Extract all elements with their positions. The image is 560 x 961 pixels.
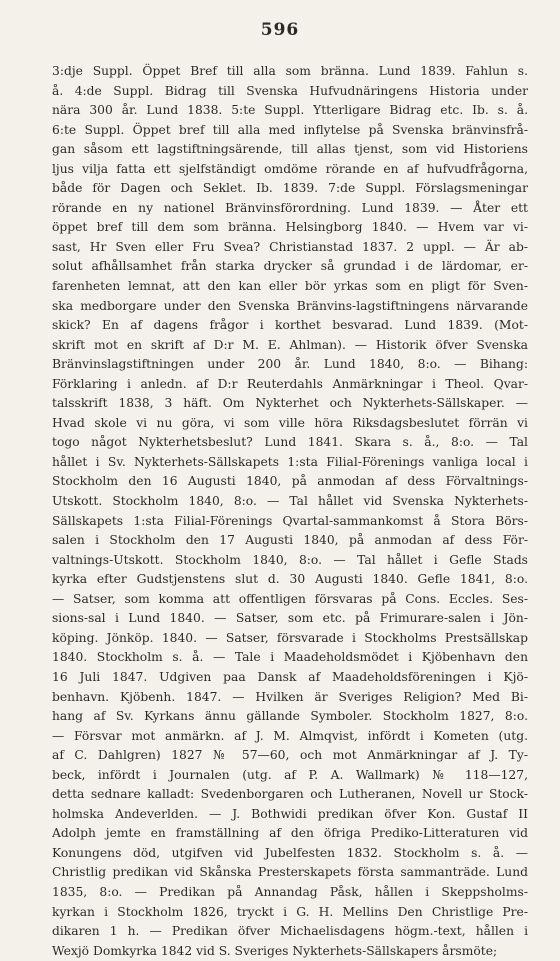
- text-line: skick? En af dagens frågor i korthet besvarad. Lund 1839. (Mot-: [52, 318, 528, 333]
- text-line: sast, Hr Sven eller Fru Svea? Christianstad 1837. 2 uppl. — Är ab-: [52, 239, 528, 254]
- text-line: sions-sal i Lund 1840. — Satser, som etc. på Frimurare-salen i Jön-: [52, 611, 528, 626]
- text-line: köping. Jönköp. 1840. — Satser, försvarade i Stockholms Prestsällskap: [52, 630, 528, 645]
- text-line: Christlig predikan vid Skånska Presterskapets första sammanträde. Lund: [52, 865, 528, 880]
- body-text: [52, 62, 528, 961]
- text-line: ljus vilja fatta ett sjelfständigt omdöme rörande en af hufvudfrågorna,: [52, 161, 528, 176]
- text-line: benhavn. Kjöbenh. 1847. — Hvilken är Sveriges Religion? Med Bi-: [52, 689, 528, 704]
- text-line: å. 4:de Suppl. Bidrag till Svenska Hufvudnäringens Historia under: [52, 83, 528, 98]
- text-line: Wexjö Domkyrka 1842 vid S. Sveriges Nykterhets-Sällskapers årsmöte;: [52, 943, 498, 958]
- text-line: — Satser, som komma att offentligen försvaras på Cons. Eccles. Ses-: [52, 591, 528, 606]
- text-line: nära 300 år. Lund 1838. 5:te Suppl. Ytterligare Bidrag etc. Ib. s. å.: [52, 103, 528, 118]
- text-line: 16 Juli 1847. Udgiven paa Dansk af Maadeholdsföreningen i Kjö-: [52, 669, 528, 684]
- text-line: rörande en ny nationel Bränvinsförordning. Lund 1839. — Åter ett: [52, 200, 528, 215]
- text-line: Konungens död, utgifven vid Jubelfesten 1832. Stockholm s. å. —: [52, 845, 528, 860]
- text-line: Hvad skole vi nu göra, vi som ville höra Riksdagsbeslutet förrän vi: [52, 415, 528, 430]
- text-line: beck, infördt i Journalen (utg. af P. A. Wallmark) № 118—127,: [52, 767, 528, 782]
- text-line: salen i Stockholm den 17 Augusti 1840, på anmodan af dess För-: [52, 533, 528, 548]
- text-line: Bränvinslagstiftningen under 200 år. Lund 1840, 8:o. — Bihang:: [52, 357, 528, 372]
- text-line: Adolph jemte en framställning af den öfriga Prediko-Litteraturen vid: [52, 826, 528, 841]
- text-line: öppet bref till dem som bränna. Helsingborg 1840. — Hvem var vi-: [52, 220, 528, 235]
- text-line: kyrkan i Stockholm 1826, tryckt i G. H. Mellins Den Christlige Pre-: [52, 904, 528, 919]
- text-line: Stockholm den 16 Augusti 1840, på anmodan af dess Förvaltnings-: [52, 474, 528, 489]
- text-line: både för Dagen och Seklet. Ib. 1839. 7:de Suppl. Förslagsmeningar: [52, 181, 528, 196]
- text-line: 1835, 8:o. — Predikan på Annandag Påsk, hållen i Skeppsholms-: [52, 884, 528, 899]
- text-line: hang af Sv. Kyrkans ännu gällande Symboler. Stockholm 1827, 8:o.: [52, 709, 528, 724]
- text-line: — Försvar mot anmärkn. af J. M. Almqvist, infördt i Kometen (utg.: [52, 728, 528, 743]
- text-line: Förklaring i anledn. af D:r Reuterdahls Anmärkningar i Theol. Qvar-: [52, 376, 528, 391]
- text-line: Sällskapets 1:sta Filial-Förenings Qvartal-sammankomst å Stora Börs-: [52, 513, 528, 528]
- text-line: 3:dje Suppl. Öppet Bref till alla som bränna. Lund 1839. Fahlun s.: [52, 64, 528, 78]
- text-line: ska medborgare under den Svenska Bränvins-lagstiftningens närvarande: [52, 298, 528, 313]
- text-line: dikaren 1 h. — Predikan öfver Michaelisdagens högm.-text, hållen i: [52, 924, 528, 939]
- text-line: af C. Dahlgren) 1827 № 57—60, och mot Anmärkningar af J. Ty-: [52, 748, 528, 763]
- text-line: kyrka efter Gudstjenstens slut d. 30 Augusti 1840. Gefle 1841, 8:o.: [52, 572, 528, 587]
- text-line: solut afhållsamhet från starka drycker så grundad i de lärdomar, er-: [52, 259, 528, 274]
- text-line: detta sednare kalladt: Svedenborgaren och Lutheranen, Novell ur Stock-: [52, 787, 528, 802]
- text-line: skrift mot en skrift af D:r M. E. Ahlman). — Historik öfver Svenska: [52, 337, 528, 352]
- text-line: 6:te Suppl. Öppet bref till alla med inflytelse på Svenska bränvinsfrå-: [52, 122, 528, 137]
- text-line: valtnings-Utskott. Stockholm 1840, 8:o. — Tal hållet i Gefle Stads: [52, 552, 528, 567]
- text-line: togo något Nykterhetsbeslut? Lund 1841. Skara s. å., 8:o. — Tal: [52, 435, 528, 450]
- text-line: hållet i Sv. Nykterhets-Sällskapets 1:sta Filial-Förenings vanliga local i: [52, 454, 528, 469]
- page-number: 596: [260, 20, 300, 40]
- text-line: 1840. Stockholm s. å. — Tale i Maadeholdsmödet i Kjöbenhavn den: [52, 650, 528, 665]
- text-line: talsskrift 1838, 3 häft. Om Nykterhet och Nykterhets-Sällskaper. —: [52, 396, 528, 411]
- text-line: holmska Andeverlden. — J. Bothwidi predikan öfver Kon. Gustaf II: [52, 806, 528, 821]
- text-line: Utskott. Stockholm 1840, 8:o. — Tal hållet vid Svenska Nykterhets-: [52, 494, 528, 509]
- text-line: gan såsom ett lagstiftningsärende, till allas tjenst, som vid Historiens: [52, 142, 528, 157]
- text-line: farenheten lemnat, att den kan eller bör yrkas som en pligt för Sven-: [52, 279, 528, 294]
